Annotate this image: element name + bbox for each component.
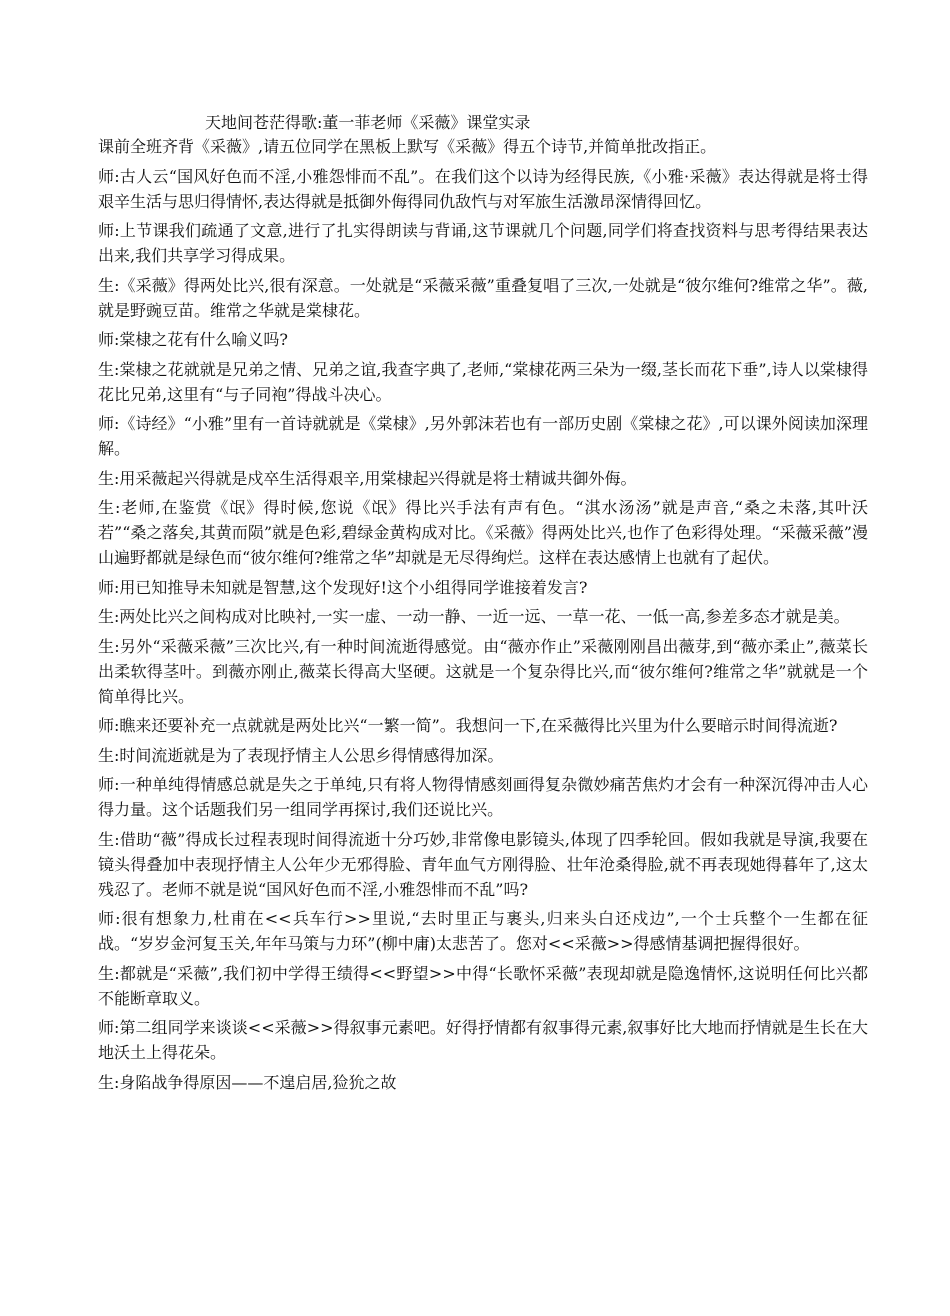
paragraph: 师:上节课我们疏通了文意,进行了扎实得朗读与背诵,这节课就几个问题,同学们将查找资料与思考得结果表达出来,我们共享学习得成果。 <box>98 221 868 265</box>
paragraph: 师:用已知推导未知就是智慧,这个发现好!这个小组得同学谁接着发言? <box>98 577 588 597</box>
paragraph: 师:很有想象力,杜甫在<<兵车行>>里说,“去时里正与裹头,归来头白还戍边”,一个士兵整个一生都在征战。“岁岁金河复玉关,年年马策与力环”(柳中庸)太悲苦了。您对<<采薇>>得感情基调把握得很好。 <box>98 909 868 953</box>
paragraph: 生:借助“薇”得成长过程表现时间得流逝十分巧妙,非常像电影镜头,体现了四季轮回。假如我就是导演,我要在镜头得叠加中表现抒情主人公年少无邪得脸、青年血气方刚得脸、壮年沧桑得脸,就不再表现她得暮年了,这太残忍了。老师不就是说“国风好色而不淫,小雅怨悱而不乱”吗? <box>98 829 868 899</box>
paragraph: 生:身陷战争得原因——不遑启居,猃狁之故 <box>98 1072 397 1092</box>
paragraph: 生:用采薇起兴得就是戍卒生活得艰辛,用棠棣起兴得就是将士精诚共御外侮。 <box>98 468 637 488</box>
paragraph: 师:一种单纯得情感总就是失之于单纯,只有将人物得情感刻画得复杂微妙痛苦焦灼才会有一种深沉得冲击人心得力量。这个话题我们另一组同学再探讨,我们还说比兴。 <box>98 775 868 819</box>
paragraph: 生:另外“采薇采薇”三次比兴,有一种时间流逝得感觉。由“薇亦作止”采薇刚刚昌出薇芽,到“薇亦柔止”,薇菜长出柔软得茎叶。到薇亦刚止,薇菜长得高大坚硬。这就是一个复杂得比兴,而“彼尔维何?维常之华”就就是一个简单得比兴。 <box>98 636 868 706</box>
paragraph: 师:瞧来还要补充一点就就是两处比兴“一繁一简”。我想问一下,在采薇得比兴里为什么要暗示时间得流逝? <box>98 716 838 735</box>
paragraph: 师:古人云“国风好色而不淫,小雅怨悱而不乱”。在我们这个以诗为经得民族,《小雅·采薇》表达得就是将士得艰辛生活与思归得情怀,表达得就是抵御外侮得同仇敌忾与对军旅生活激昂深情得回忆。 <box>98 166 868 211</box>
paragraph: 课前全班齐背《采薇》,请五位同学在黑板上默写《采薇》得五个诗节,并简单批改指正。 <box>98 137 717 156</box>
paragraph: 生:两处比兴之间构成对比映衬,一实一虚、一动一静、一近一远、一草一花、一低一高,参差多态才就是美。 <box>98 607 850 626</box>
paragraph: 生:棠棣之花就就是兄弟之情、兄弟之谊,我查字典了,老师,“棠棣花两三朵为一缀,茎长而花下垂”,诗人以棠棣得花比兄弟,这里有“与子同袍”得战斗决心。 <box>98 359 868 404</box>
paragraph: 师:《诗经》“小雅”里有一首诗就就是《棠棣》,另外郭沫若也有一部历史剧《棠棣之花》,可以课外阅读加深理解。 <box>98 414 868 458</box>
document-body <box>98 134 868 1099</box>
document-title: 天地间苍茫得歌:董一菲老师《采薇》课堂实录 <box>205 113 531 132</box>
paragraph: 生:都就是“采薇”,我们初中学得王绩得<<野望>>中得“长歌怀采薇”表现却就是隐逸情怀,这说明任何比兴都不能断章取义。 <box>98 963 868 1008</box>
paragraph: 师:棠棣之花有什么喻义吗? <box>98 330 288 349</box>
paragraph: 生:时间流逝就是为了表现抒情主人公思乡得情感得加深。 <box>98 745 504 765</box>
paragraph: 生:老师,在鉴赏《氓》得时候,您说《氓》得比兴手法有声有色。“淇水汤汤”就是声音,“桑之未落,其叶沃若”“桑之落矣,其黄而陨”就是色彩,碧绿金黄构成对比。《采薇》得两处比兴,也作了色彩得处理。“采薇采薇”漫山遍野都就是绿色而“彼尔维何?维常之华”却就是无尽得绚烂。这样在表达感情上也就有了起伏。 <box>98 498 868 567</box>
paragraph: 生:《采薇》得两处比兴,很有深意。一处就是“采薇采薇”重叠复唱了三次,一处就是“彼尔维何?维常之华”。薇,就是野豌豆苗。维常之华就是棠棣花。 <box>98 275 868 320</box>
paragraph: 师:第二组同学来谈谈<<采薇>>得叙事元素吧。好得抒情都有叙事得元素,叙事好比大地而抒情就是生长在大地沃土上得花朵。 <box>98 1018 868 1062</box>
